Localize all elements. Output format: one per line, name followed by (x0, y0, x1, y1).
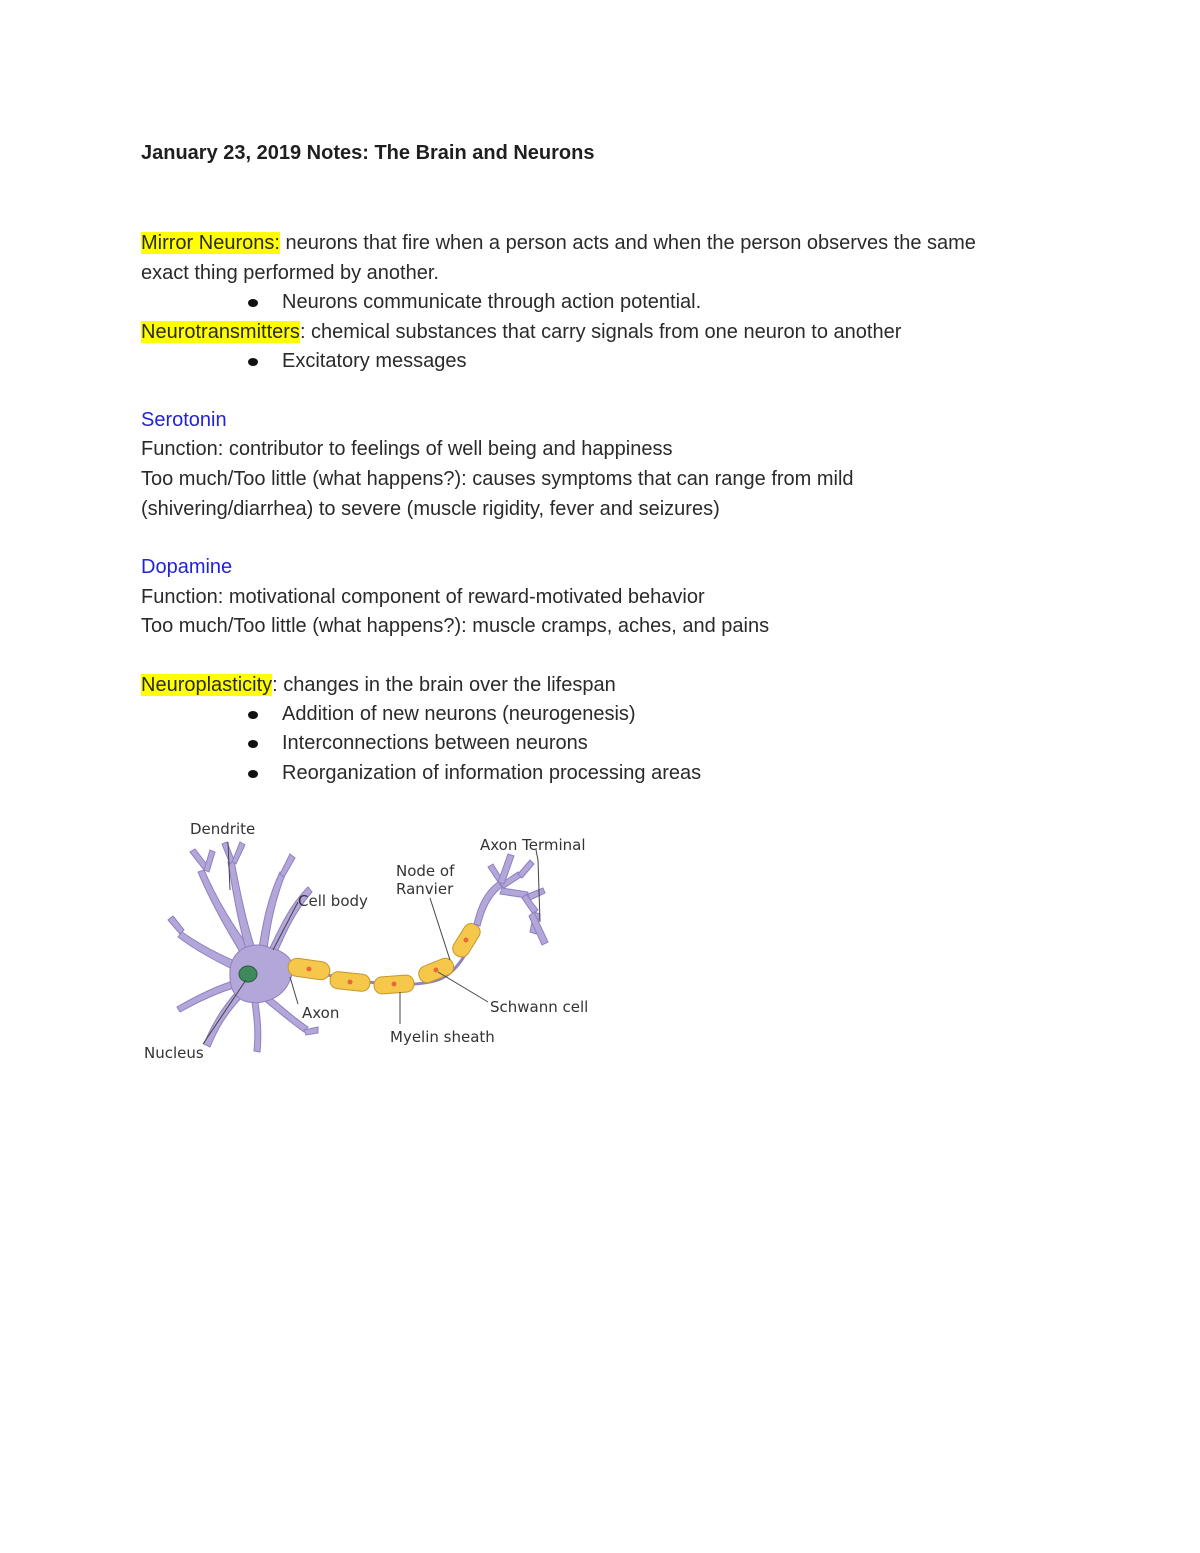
list-item-text: Reorganization of information processing areas (282, 762, 702, 784)
serotonin-effects: Too much/Too little (what happens?): causes symptoms that can range from mild (141, 468, 854, 490)
neuroplasticity-term: Neuroplasticity (141, 674, 273, 696)
list-item-text: Neurons communicate through action potential. (282, 291, 702, 313)
neurotransmitters-line (141, 320, 901, 344)
mirror-neurons-definition: neurons that fire when a person acts and when the person observes the same (279, 232, 976, 254)
serotonin-function: Function: contributor to feelings of well being and happiness (141, 438, 673, 460)
dopamine-function: Function: motivational component of reward-motivated behavior (141, 586, 705, 608)
label-axon: Axon (302, 1004, 340, 1022)
label-axon-terminal: Axon Terminal (480, 836, 586, 854)
bullet-icon (248, 711, 258, 719)
mirror-neurons-definition-cont: exact thing performed by another. (141, 262, 439, 284)
mirror-neurons-line (141, 231, 976, 255)
bullet-icon (248, 299, 258, 307)
page-title: January 23, 2019 Notes: The Brain and Neurons (141, 142, 595, 164)
neurotransmitters-definition: : chemical substances that carry signals from one neuron to another (299, 321, 902, 343)
neuron-illustration (138, 812, 608, 1072)
dopamine-effects: Too much/Too little (what happens?): muscle cramps, aches, and pains (141, 615, 770, 637)
serotonin-effects-cont: (shivering/diarrhea) to severe (muscle rigidity, fever and seizures) (141, 498, 720, 520)
dendrites (168, 842, 318, 1052)
dopamine-heading: Dopamine (141, 556, 233, 578)
list-item-text: Interconnections between neurons (282, 732, 588, 754)
myelin-sheath (287, 920, 483, 994)
label-node-of-ranvier-2: Ranvier (396, 880, 454, 898)
list-item-text: Addition of new neurons (neurogenesis) (282, 703, 636, 725)
serotonin-heading: Serotonin (141, 409, 227, 431)
label-cell-body: Cell body (298, 892, 368, 910)
label-nucleus: Nucleus (144, 1044, 204, 1062)
label-node-of-ranvier-1: Node of (396, 862, 455, 880)
mirror-neurons-term: Mirror Neurons: (141, 232, 280, 254)
neuroplasticity-line (141, 673, 616, 697)
list-item-text: Excitatory messages (282, 350, 467, 372)
bullet-icon (248, 740, 258, 748)
axon-terminal (474, 854, 548, 945)
label-schwann-cell: Schwann cell (490, 998, 589, 1016)
label-dendrite: Dendrite (190, 820, 256, 838)
bullet-icon (248, 770, 258, 778)
neurotransmitters-term: Neurotransmitters (141, 321, 300, 343)
label-myelin-sheath: Myelin sheath (390, 1028, 495, 1046)
neuron-diagram (138, 812, 608, 1072)
neuroplasticity-definition: : changes in the brain over the lifespan (272, 674, 616, 696)
nucleus (239, 966, 257, 982)
bullet-icon (248, 358, 258, 366)
